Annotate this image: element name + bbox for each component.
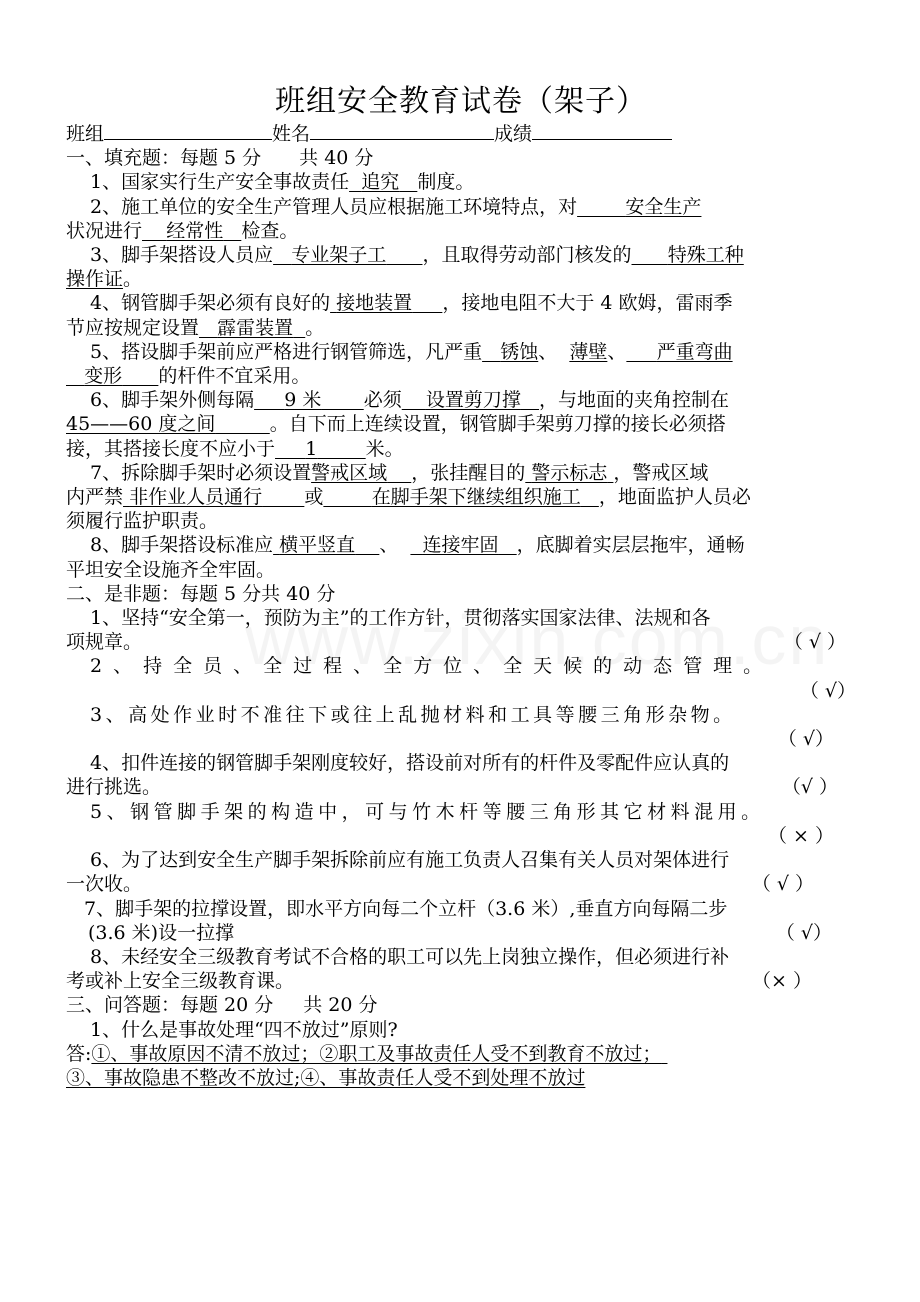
s2-q6-line1: 6、为了达到安全生产脚手架拆除前应有施工负责人召集有关人员对架体进行	[90, 849, 730, 872]
chengji-label: 成绩	[494, 123, 533, 145]
chengji-field[interactable]	[532, 139, 672, 140]
answer-blank: 接地装置	[336, 292, 413, 315]
answer-blank: 1	[305, 437, 318, 460]
answer-blank: 锈蚀	[500, 340, 539, 363]
s1-q6-line2: 45——60 度之间 。自下而上连续设置，钢管脚手架剪刀撑的接长必须搭	[66, 413, 726, 436]
judgment-mark: （ √）	[777, 728, 834, 751]
s1-q4-line2: 节应按规定设置 霹雷装置 。	[66, 316, 325, 339]
s2-q4-line2: 进行挑选。 （√ ）	[66, 776, 838, 799]
answer-blank: 追究	[361, 171, 400, 194]
answer-text: ①、事故原因不清不放过；②职工及事故责任人受不到教育不放过；	[91, 1042, 662, 1065]
s2-q7-line2: (3.6 米)设一拉撑 （ √）	[88, 921, 832, 944]
s2-q5-line2	[66, 824, 856, 848]
s1-q5-line1: 5、搭设脚手架前应严格进行钢管筛选，凡严重 锈蚀、 薄壁、 严重弯曲	[90, 340, 733, 363]
answer-blank: 薄壁	[569, 340, 608, 363]
banzu-label: 班组	[66, 123, 105, 145]
s1-q6-line3: 接，其搭接长度不应小于 1 米。	[66, 437, 404, 460]
answer-blank: 设置剪刀撑	[425, 389, 521, 412]
s1-q3-line2: 操作证。	[66, 268, 143, 291]
s1-q7-line2: 内严禁 非作业人员通行 或 在脚手架下继续组织施工 ，地面监护人员必	[66, 486, 751, 509]
answer-blank: 警示标志	[531, 461, 608, 484]
judgment-mark: （ × ）	[768, 824, 834, 847]
s2-q8-line2: 考或补上安全三级教育课。 （× ）	[66, 970, 812, 993]
xingming-label: 姓名	[272, 123, 311, 145]
s2-q5-line1: 5、钢管脚手架的构造中，可与竹木杆等腰三角形其它材料混用。	[90, 800, 765, 823]
s3-q1: 1、什么是事故处理“四不放过”原则?	[90, 1018, 398, 1041]
s2-q7-line1: 7、脚手架的拉撑设置，即水平方向每二个立杆（3.6 米）,垂直方向每隔二步	[84, 897, 728, 920]
s2-q1-line2: 项规章。 （ √ ）	[66, 631, 846, 654]
answer-blank: 霹雷装置	[217, 316, 294, 339]
answer-blank: 特殊工种	[667, 244, 744, 267]
page-title: 班组安全教育试卷（架子）	[275, 84, 647, 119]
header-fields	[66, 122, 856, 146]
answer-blank: 非作业人员通行	[129, 486, 263, 509]
s1-q8-line2: 平坦安全设施齐全牢固。	[66, 558, 276, 581]
answer-blank: 横平竖直	[279, 534, 356, 557]
s2-q2-line1: 2、持全员、全过程、全方位、全天候的动态管理。	[90, 655, 774, 678]
answer-blank: 连接牢固	[422, 534, 499, 557]
exam-page	[66, 82, 856, 1090]
s2-q2-line2	[66, 679, 856, 703]
answer-blank: 安全生产	[625, 195, 702, 218]
s1-q5-line2: 变形 的杆件不宜采用。	[84, 365, 311, 388]
s2-q4-line1: 4、扣件连接的钢管脚手架刚度较好，搭设前对所有的杆件及零配件应认真的	[90, 752, 730, 775]
s2-q3-line2	[66, 727, 856, 751]
section3-heading: 三、问答题：每题 20 分 共 20 分	[66, 994, 378, 1017]
answer-blank: 在脚手架下继续组织施工	[371, 486, 581, 509]
judgment-mark: （√ ）	[781, 776, 838, 799]
s1-q8-line1: 8、脚手架搭设标准应 横平竖直 、 连接牢固 ，底脚着实层层拖牢，通畅	[90, 534, 745, 557]
s1-q7-line3: 须履行监护职责。	[66, 510, 219, 533]
s1-q3-line1: 3、脚手架搭设人员应 专业架子工 ，且取得劳动部门核发的 特殊工种	[90, 244, 744, 267]
s1-q1: 1、国家实行生产安全事故责任 追究 制度。	[90, 171, 475, 194]
s1-q4-line1: 4、钢管脚手架必须有良好的 接地装置 ，接地电阻不大于 4 欧姆，雷雨季	[90, 292, 733, 315]
banzu-field[interactable]	[104, 139, 272, 140]
s1-q6-line1: 6、脚手架外侧每隔 9 米 必须 设置剪刀撑 ，与地面的夹角控制在	[90, 389, 730, 412]
s2-q8-line1: 8、未经安全三级教育考试不合格的职工可以先上岗独立操作，但必须进行补	[90, 945, 730, 968]
answer-blank: 经常性	[166, 219, 224, 242]
judgment-mark: （ √）	[775, 921, 832, 944]
answer-text: ③、事故隐患不整改不放过;④、事故责任人受不到处理不放过	[66, 1066, 586, 1089]
s3-answer-line2	[66, 1066, 856, 1090]
judgment-mark: （× ）	[752, 970, 812, 993]
answer-blank: 45——60 度之间	[66, 413, 216, 436]
judgment-mark: （ √ ）	[751, 873, 814, 896]
s1-q2-line2: 状况进行 经常性 检查。	[66, 219, 299, 242]
answer-blank: 9 米	[284, 389, 322, 412]
s2-q6-line2: 一次收。 （ √ ）	[66, 873, 814, 896]
section1-heading: 一、填充题：每题 5 分 共 40 分	[66, 147, 374, 170]
section2-heading: 二、是非题：每题 5 分共 40 分	[66, 582, 336, 605]
answer-blank: 警戒区域	[311, 461, 388, 484]
xingming-field[interactable]	[310, 139, 494, 140]
answer-blank: 专业架子工	[291, 244, 387, 267]
s1-q7-line1: 7、拆除脚手架时必须设置警戒区域 ，张挂醒目的 警示标志 ，警戒区域	[90, 461, 709, 484]
s2-q1-line1: 1、坚持“安全第一，预防为主”的工作方针，贯彻落实国家法律、法规和各	[90, 607, 711, 630]
s2-q3-line1: 3、高处作业时不准往下或往上乱抛材料和工具等腰三角形杂物。	[90, 703, 736, 726]
judgment-mark: （ √）	[799, 679, 856, 702]
s3-answer-line1: 答:①、事故原因不清不放过；②职工及事故责任人受不到教育不放过；	[66, 1042, 856, 1066]
judgment-mark: （ √ ）	[783, 631, 846, 654]
s1-q2-line1: 2、施工单位的安全生产管理人员应根据施工环境特点，对 安全生产	[90, 195, 702, 218]
answer-blank: 严重弯曲	[656, 340, 733, 363]
